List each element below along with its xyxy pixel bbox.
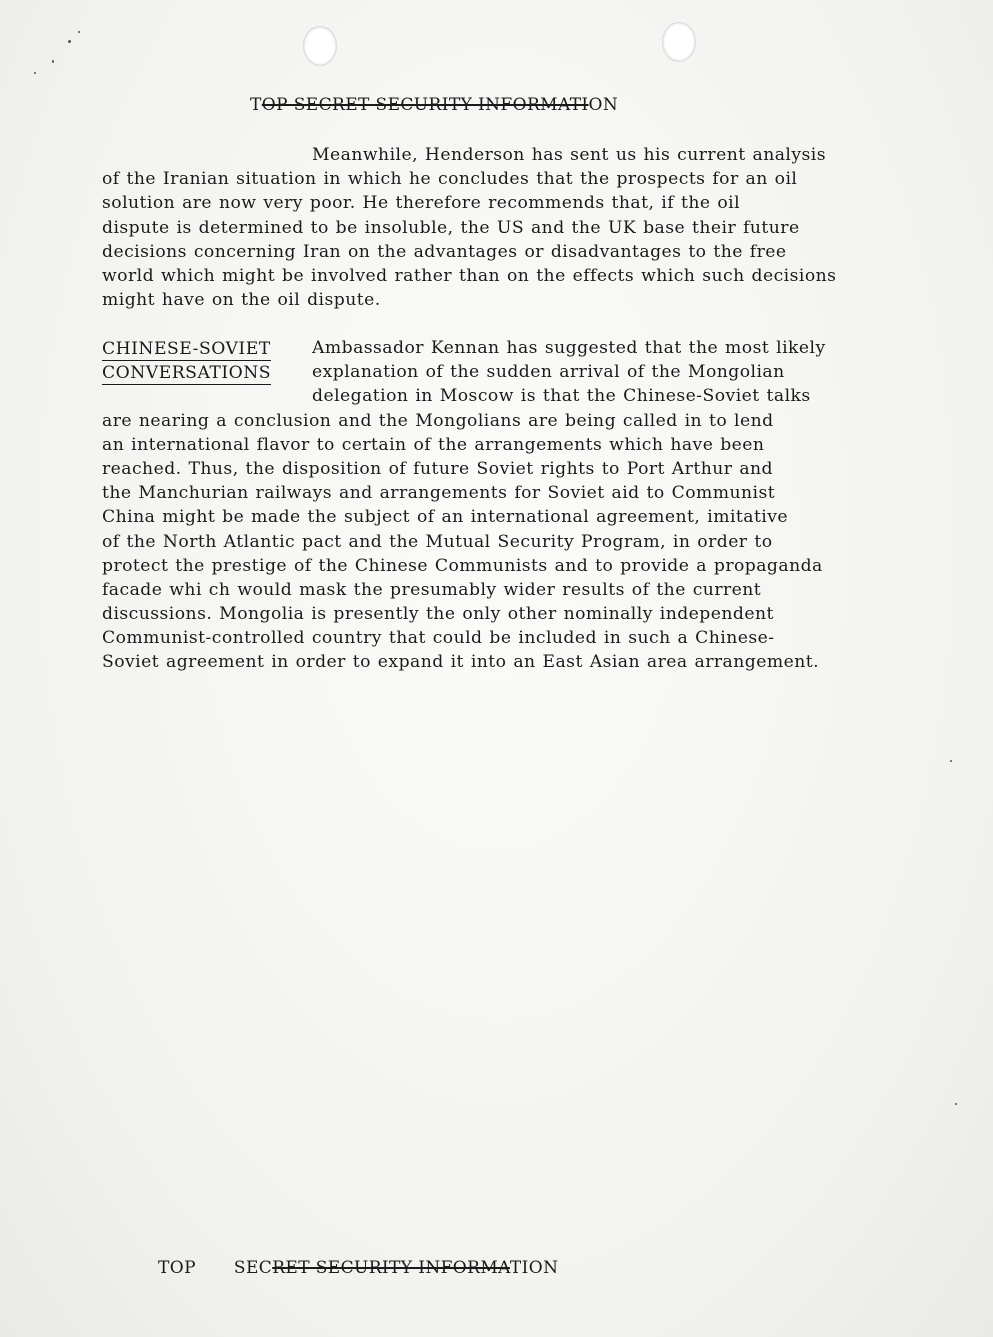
section-label-line2: CONVERSATIONS [102,363,272,383]
classification-header [250,95,618,115]
paragraph-line: explanation of the sudden arrival of the Mongolian [312,362,785,383]
paragraph-line: an international flavor to certain of the arrangements which have been [102,434,765,455]
paragraph-line: protect the prestige of the Chinese Communists and to provide a propaganda [102,555,823,576]
classification-footer [158,1258,558,1278]
paragraph-line: of the Iranian situation in which he concludes that the prospects for an oil [102,169,798,190]
paragraph-line: Ambassador Kennan has suggested that the most likely [312,338,826,358]
speck-mark [68,40,71,43]
paragraph-line: China might be made the subject of an international agreement, imitative [102,507,789,528]
paragraph-line: discussions. Mongolia is presently the only other nominally independent [102,604,774,625]
paragraph-line: of the North Atlantic pact and the Mutual Security Program, in order to [102,531,773,552]
footer-struck-text: RET SECURITY INFORMA [272,1258,510,1278]
footer-word-top: TOP [158,1258,196,1278]
speck-mark [955,1103,957,1105]
paragraph-line: Communist-controlled country that could be included in such a Chinese- [102,628,775,649]
speck-mark [34,72,36,74]
paragraph-line: solution are now very poor. He therefore recommends that, if the oil [102,193,741,214]
paragraph-line: dispute is determined to be insoluble, the US and the UK base their future [102,217,800,238]
header-struck-text: OP SECRET SECURITY INFORMATI [261,95,589,115]
speck-mark [950,760,952,762]
paragraph-line: decisions concerning Iran on the advantages or disadvantages to the free [102,241,787,262]
footer-plain-end: TION [509,1258,559,1278]
paragraph-line: delegation in Moscow is that the Chinese-Soviet talks [312,386,811,407]
header-plain-end: ON [588,95,619,115]
section-label-line1: CHINESE-SOVIET [102,339,271,359]
paragraph-line: are nearing a conclusion and the Mongolians are being called in to lend [102,410,774,431]
paragraph-line: might have on the oil dispute. [102,290,381,311]
paragraph-line: reached. Thus, the disposition of future Soviet rights to Port Arthur and [102,458,773,479]
paragraph-line: Meanwhile, Henderson has sent us his current analysis [312,145,827,165]
header-plain-start: T [250,95,262,115]
paragraph-line: world which might be involved rather than on the effects which such decisions [102,265,837,286]
footer-plain-start: SEC [233,1258,273,1278]
paragraph-iran [102,143,942,312]
paragraph-line: the Manchurian railways and arrangements for Soviet aid to Communist [102,483,776,504]
paragraph-chinese-soviet [102,336,942,675]
punch-hole-right [662,22,696,62]
speck-mark [78,31,80,33]
paragraph-line: facade whi ch would mask the presumably wider results of the current [102,579,762,600]
speck-mark [52,60,54,63]
paragraph-line: Soviet agreement in order to expand it into an East Asian area arrangement. [102,652,820,673]
punch-hole-left [303,26,337,66]
